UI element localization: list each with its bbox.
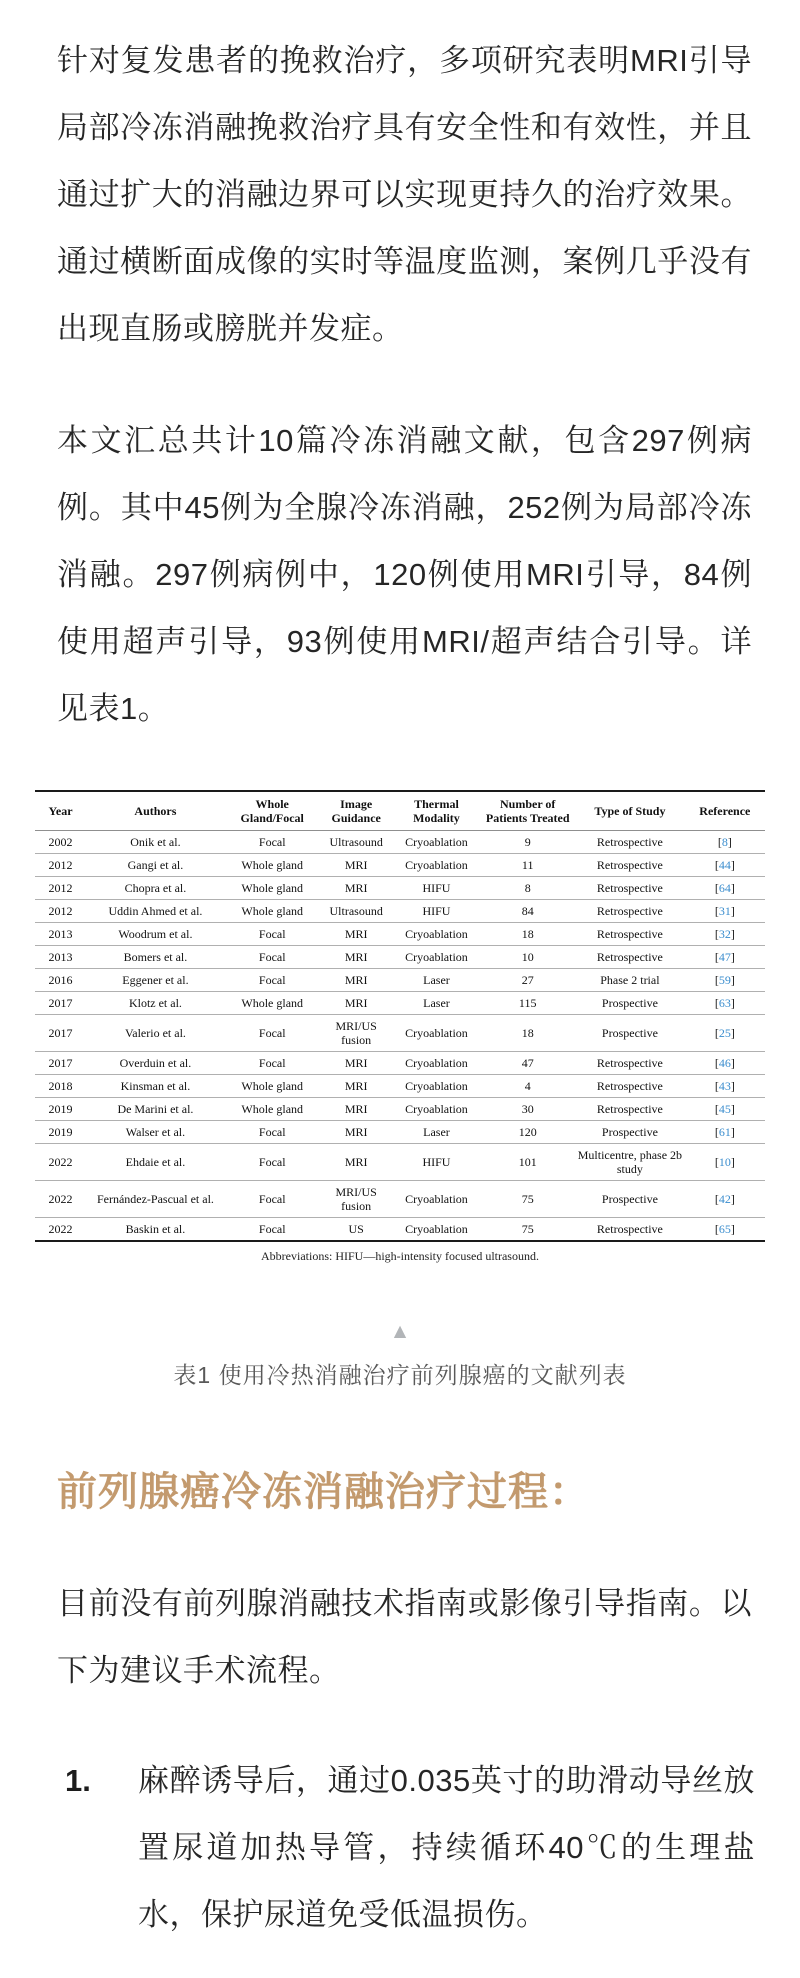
cell-year: 2013 [35,946,86,969]
cell-reference [685,1052,765,1075]
cell-patients: 18 [480,1015,575,1052]
cell-year: 2022 [35,1181,86,1218]
reference-link[interactable]: [8] [717,835,732,849]
table-row [35,992,765,1015]
cell-guidance: MRI/US fusion [320,1015,393,1052]
table-row [35,969,765,992]
cell-authors: Overduin et al. [86,1052,225,1075]
cell-authors: Ehdaie et al. [86,1144,225,1181]
cell-guidance: MRI [320,854,393,877]
cell-guidance: Ultrasound [320,900,393,923]
cell-modality: Laser [393,969,481,992]
cell-reference [685,1098,765,1121]
cell-reference [685,1075,765,1098]
cell-gland: Focal [225,1121,320,1144]
cell-type: Retrospective [575,946,685,969]
reference-link[interactable]: [31] [714,904,735,918]
cell-gland: Focal [225,946,320,969]
cell-modality: Cryoablation [393,1098,481,1121]
cell-reference [685,1218,765,1242]
table-header [35,791,765,831]
table-row [35,1015,765,1052]
column-header: Year [35,791,86,831]
cell-patients: 75 [480,1181,575,1218]
cell-guidance: MRI [320,946,393,969]
table-row [35,923,765,946]
reference-link[interactable]: [44] [714,858,735,872]
cell-modality: HIFU [393,877,481,900]
cell-type: Retrospective [575,854,685,877]
cell-patients: 18 [480,923,575,946]
cell-guidance: MRI [320,1098,393,1121]
column-header: Image Guidance [320,791,393,831]
cell-gland: Whole gland [225,1098,320,1121]
cell-modality: Cryoablation [393,946,481,969]
column-header: Authors [86,791,225,831]
reference-link[interactable]: [65] [714,1222,735,1236]
cell-gland: Focal [225,969,320,992]
cell-type: Retrospective [575,900,685,923]
cell-gland: Focal [225,1052,320,1075]
cell-reference [685,923,765,946]
reference-link[interactable]: [64] [714,881,735,895]
cell-reference [685,1144,765,1181]
cell-authors: Uddin Ahmed et al. [86,900,225,923]
cell-year: 2002 [48,835,73,849]
cell-guidance: US [320,1218,393,1242]
cell-patients: 4 [480,1075,575,1098]
cell-guidance: MRI [320,923,393,946]
cell-authors: Gangi et al. [86,854,225,877]
section-heading-treatment-process: 前列腺癌冷冻消融治疗过程： [57,1469,590,1514]
reference-link[interactable]: [46] [714,1056,735,1070]
cell-type: Retrospective [575,1218,685,1242]
reference-link[interactable]: [32] [714,927,735,941]
cell-gland: Whole gland [225,877,320,900]
cell-reference [685,877,765,900]
cell-patients: 9 [524,835,531,849]
cell-guidance: MRI [320,969,393,992]
cell-type: Phase 2 trial [575,969,685,992]
column-header: Whole Gland/Focal [225,791,320,831]
cell-type: Retrospective [596,835,663,849]
cell-modality: Cryoablation [393,1181,481,1218]
cell-reference [685,831,765,854]
cell-gland: Focal [225,1181,320,1218]
cell-authors: Woodrum et al. [86,923,225,946]
cell-authors: Onik et al. [130,835,181,849]
cell-type: Retrospective [575,1052,685,1075]
reference-link[interactable]: [45] [714,1102,735,1116]
cell-type: Prospective [575,1015,685,1052]
table-row [35,1218,765,1242]
cell-modality: HIFU [393,900,481,923]
cell-modality: Cryoablation [393,1218,481,1242]
reference-link[interactable]: [42] [714,1192,735,1206]
cell-reference [685,1181,765,1218]
cell-gland: Focal [258,835,286,849]
cell-patients: 75 [480,1218,575,1242]
step-number: 1. [65,1763,91,1798]
cell-guidance: MRI [320,1075,393,1098]
cell-modality: Cryoablation [393,1015,481,1052]
cell-gland: Whole gland [225,854,320,877]
cell-modality: Cryoablation [405,835,468,849]
cell-authors: Baskin et al. [86,1218,225,1242]
cell-guidance: MRI [320,1121,393,1144]
cell-year: 2013 [35,923,86,946]
cell-patients: 120 [480,1121,575,1144]
cell-type: Prospective [575,992,685,1015]
cell-guidance: MRI [320,877,393,900]
table-row [35,1121,765,1144]
cell-reference [685,992,765,1015]
reference-link[interactable]: [47] [714,950,735,964]
procedure-step-list [0,1747,800,1978]
cell-reference [685,946,765,969]
cell-type: Prospective [575,1181,685,1218]
cell-year: 2022 [35,1144,86,1181]
table-row [35,1075,765,1098]
cell-type: Retrospective [575,923,685,946]
cell-gland: Whole gland [225,1075,320,1098]
cell-year: 2018 [35,1075,86,1098]
cell-reference [685,1015,765,1052]
table-row [35,1052,765,1075]
table-row [35,946,765,969]
cell-gland: Focal [225,1015,320,1052]
cell-year: 2012 [35,877,86,900]
cell-year: 2016 [35,969,86,992]
table-caption: 表1 使用冷热消融治疗前列腺癌的文献列表 [173,1362,627,1388]
table-row [35,831,765,854]
column-header: Type of Study [575,791,685,831]
cell-authors: Walser et al. [86,1121,225,1144]
table-row [35,1098,765,1121]
cell-authors: Chopra et al. [86,877,225,900]
cell-gland: Focal [225,923,320,946]
cell-modality: Laser [393,1121,481,1144]
cell-authors: Bomers et al. [86,946,225,969]
procedure-step [65,1747,755,1948]
column-header: Number of Patients Treated [480,791,575,831]
cell-authors: De Marini et al. [86,1098,225,1121]
cell-patients: 47 [480,1052,575,1075]
cell-type: Multicentre, phase 2b study [575,1144,685,1181]
reference-link[interactable]: [59] [714,973,735,987]
literature-table [35,790,765,1264]
cell-patients: 8 [480,877,575,900]
cell-guidance: MRI/US fusion [320,1181,393,1218]
cell-reference [685,900,765,923]
cell-year: 2019 [35,1098,86,1121]
table-1 [35,790,765,1242]
cell-patients: 84 [480,900,575,923]
table-row [35,877,765,900]
cell-year: 2019 [35,1121,86,1144]
cell-authors: Fernández-Pascual et al. [86,1181,225,1218]
cell-guidance: MRI [320,992,393,1015]
cell-gland: Whole gland [225,992,320,1015]
paragraph-guideline-note: 目前没有前列腺消融技术指南或影像引导指南。以下为建议手术流程。 [57,1586,752,1688]
cell-modality: Cryoablation [393,854,481,877]
cell-modality: HIFU [393,1144,481,1181]
reference-link[interactable]: [43] [714,1079,735,1093]
paragraph-salvage-treatment: 针对复发患者的挽救治疗，多项研究表明MRI引导局部冷冻消融挽救治疗具有安全性和有效性，并且通过扩大的消融边界可以实现更持久的治疗效果。通过横断面成像的实时等温度监测，案例几乎没有出现直肠或膀胱并发症。 [57,43,752,346]
cell-year: 2017 [35,1015,86,1052]
reference-link[interactable]: [25] [714,1026,735,1040]
cell-authors: Eggener et al. [86,969,225,992]
cell-patients: 27 [480,969,575,992]
cell-guidance: MRI [320,1144,393,1181]
cell-modality: Cryoablation [393,923,481,946]
table-footnote: Abbreviations: HIFU—high-intensity focused ultrasound. [261,1249,539,1263]
cell-type: Prospective [575,1121,685,1144]
cell-authors: Klotz et al. [86,992,225,1015]
cell-year: 2022 [35,1218,86,1242]
step-text: 麻醉诱导后，通过0.035英寸的助滑动导丝放置尿道加热导管，持续循环40℃的生理盐水，保护尿道免受低温损伤。 [138,1763,755,1932]
cell-reference [685,1121,765,1144]
cell-year: 2017 [35,1052,86,1075]
cell-gland: Focal [225,1218,320,1242]
cell-modality: Laser [393,992,481,1015]
cell-patients: 30 [480,1098,575,1121]
triangle-up-icon: ▲ [389,1320,411,1343]
cell-patients: 101 [480,1144,575,1181]
table-row [35,900,765,923]
table-row [35,1181,765,1218]
reference-link[interactable]: [61] [714,1125,735,1139]
cell-type: Retrospective [575,1075,685,1098]
column-header: Thermal Modality [393,791,481,831]
cell-type: Retrospective [575,877,685,900]
cell-reference [685,969,765,992]
paragraph-literature-summary: 本文汇总共计10篇冷冻消融文献，包含297例病例。其中45例为全腺冷冻消融，252例为局部冷冻消融。297例病例中，120例使用MRI引导，84例使用超声引导，93例使用MRI/超声结合引导。详见表1。 [57,423,752,726]
cell-guidance: Ultrasound [329,835,383,849]
cell-guidance: MRI [320,1052,393,1075]
cell-patients: 10 [480,946,575,969]
cell-authors: Valerio et al. [86,1015,225,1052]
column-header: Reference [685,791,765,831]
cell-modality: Cryoablation [393,1052,481,1075]
cell-type: Retrospective [575,1098,685,1121]
reference-link[interactable]: [63] [714,996,735,1010]
cell-year: 2017 [35,992,86,1015]
table-row [35,1144,765,1181]
cell-gland: Focal [225,1144,320,1181]
cell-patients: 11 [480,854,575,877]
cell-patients: 115 [480,992,575,1015]
cell-gland: Whole gland [225,900,320,923]
cell-modality: Cryoablation [393,1075,481,1098]
reference-link[interactable]: [10] [714,1155,735,1169]
cell-year: 2012 [35,854,86,877]
cell-authors: Kinsman et al. [86,1075,225,1098]
table-row [35,854,765,877]
cell-year: 2012 [35,900,86,923]
cell-reference [685,854,765,877]
